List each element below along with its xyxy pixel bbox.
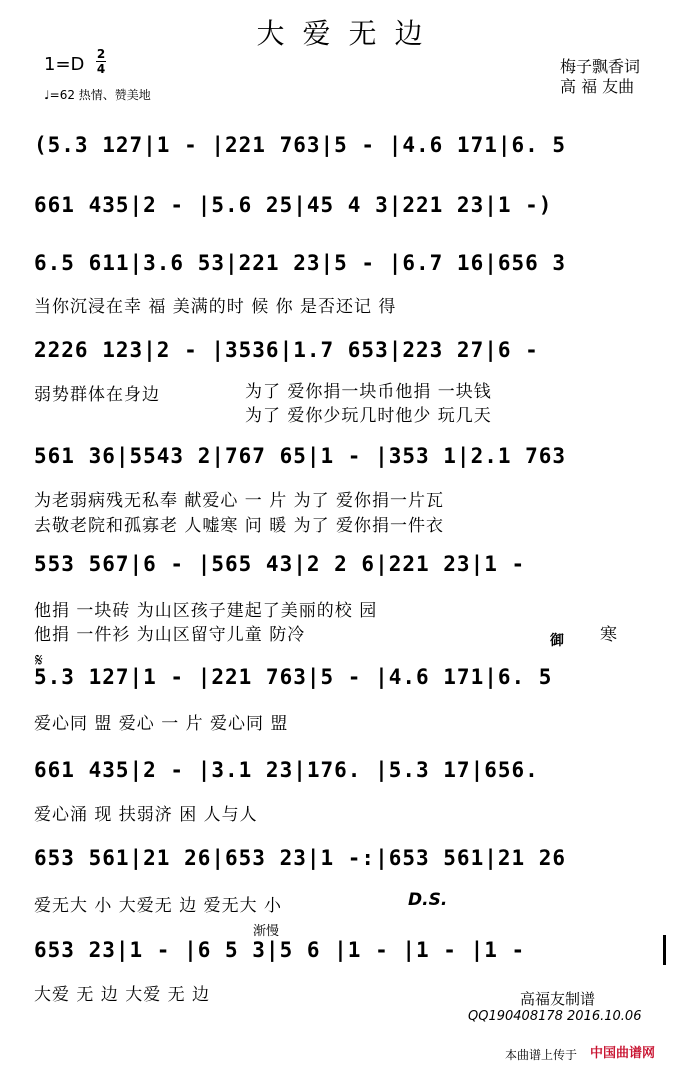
vivo-glyph: 御	[550, 633, 564, 649]
key-signature: 1=D	[44, 54, 85, 75]
segno-sign: 𝄋	[35, 650, 43, 671]
meter-top: 2	[96, 47, 106, 61]
notation-row-2: 661 435|2 - |5.6 25|45 4 3|221 23|1 -)	[34, 193, 553, 217]
lyric-row-8: 爱心涌 现 扶弱济 困 人与人	[34, 805, 258, 825]
lyric-row-4: 弱势群体在身边	[34, 385, 160, 405]
song-title: 大爱无边	[256, 17, 441, 50]
notation-row-1: (5.3 127|1 - |221 763|5 - |4.6 171|6. 5	[34, 133, 567, 157]
notation-row-8: 661 435|2 - |3.1 23|176. |5.3 17|656.	[34, 758, 539, 782]
lyric-row-9: 爱无大 小 大爱无 边 爱无大 小	[34, 896, 283, 916]
notation-row-6: 553 567|6 - |565 43|2 2 6|221 23|1 -	[34, 552, 526, 576]
contact-and-date: QQ190408178 2016.10.06	[468, 1009, 642, 1024]
lyric-row-7: 爱心同 盟 爱心 一 片 爱心同 盟	[34, 714, 289, 734]
composer-credit: 高 福 友曲	[560, 77, 635, 96]
lyric-row-10: 大爱 无 边 大爱 无 边	[34, 985, 211, 1005]
lyric-row-6-verse-b-end: 寒	[600, 625, 617, 645]
dal-segno-mark: D.S.	[408, 890, 448, 910]
notation-row-9: 653 561|21 26|653 23|1 -:|653 561|21 26	[34, 846, 567, 870]
tempo-marking: ♩=62 热情、赞美地	[44, 88, 151, 102]
lyric-row-5: 为老弱病残无私奉 献爱心 一 片 为了 爱你捐一片瓦	[34, 491, 445, 511]
lyric-row-5-verse-b: 去敬老院和孤寡老 人嘘寒 问 暖 为了 爱你捐一件衣	[34, 516, 445, 536]
upload-note: 本曲谱上传于	[505, 1048, 578, 1062]
lyric-row-3: 当你沉浸在幸 福 美满的时 候 你 是否还记 得	[34, 297, 397, 317]
arranger-credit: 高福友制谱	[520, 990, 596, 1008]
notation-row-7: 5.3 127|1 - |221 763|5 - |4.6 171|6. 5	[34, 665, 553, 689]
notation-row-5: 561 36|5543 2|767 65|1 - |353 1|2.1 763	[34, 444, 567, 468]
lyric-row-6-verse-b: 他捐 一件衫 为山区留守儿童 防冷	[34, 625, 306, 645]
notation-row-3: 6.5 611|3.6 53|221 23|5 - |6.7 16|656 3	[34, 251, 567, 275]
meter-bottom: 4	[96, 62, 106, 76]
notation-row-4: 2226 123|2 - |3536|1.7 653|223 27|6 -	[34, 338, 539, 362]
time-signature	[96, 48, 106, 75]
final-barline	[663, 935, 666, 965]
site-logo: 中国曲谱网	[590, 1046, 656, 1061]
lyric-row-4-verse-a: 为了 爱你捐一块币他捐 一块钱	[245, 382, 492, 402]
lyricist-credit: 梅子飘香词	[560, 57, 641, 76]
notation-row-10: 653 23|1 - |6 5 3|5 6 |1 - |1 - |1 -	[34, 938, 526, 962]
ritardando-mark: 渐慢	[253, 924, 280, 939]
lyric-row-4-verse-b: 为了 爱你少玩几时他少 玩几天	[245, 406, 492, 426]
lyric-row-6: 他捐 一块砖 为山区孩子建起了美丽的校 园	[34, 601, 378, 621]
